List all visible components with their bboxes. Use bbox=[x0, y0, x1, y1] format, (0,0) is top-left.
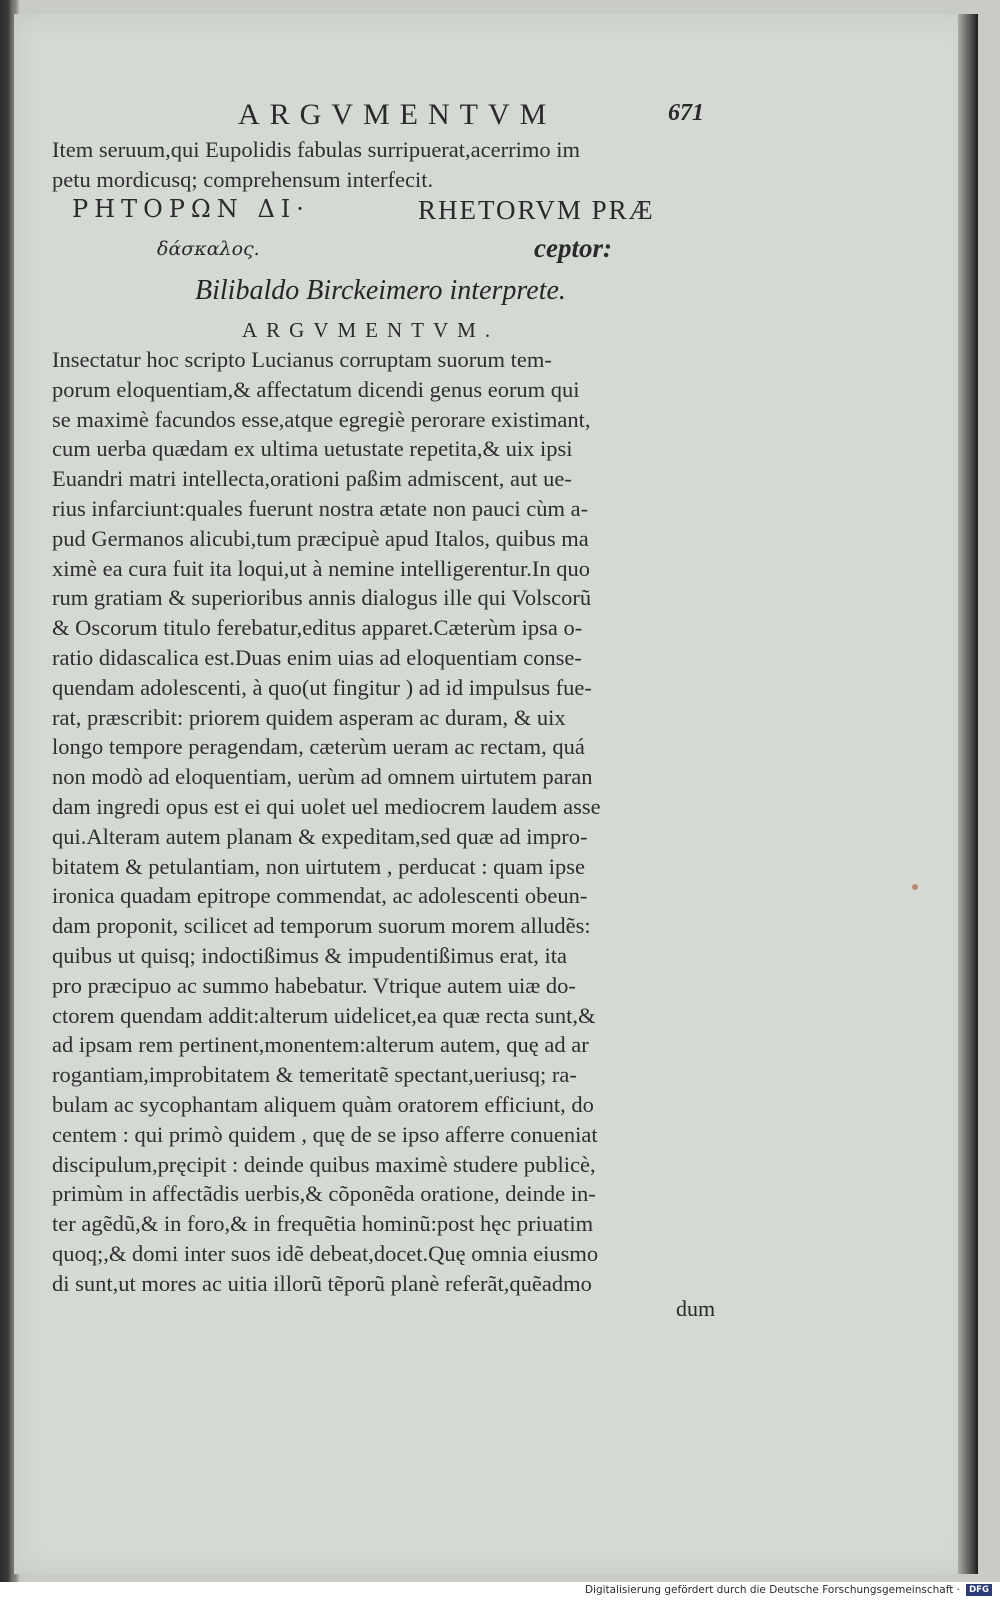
text-line: dam ingredi opus est ei qui uolet uel mediocrem laudem asse bbox=[52, 793, 601, 819]
text-line: Item seruum,qui Eupolidis fabulas surripuerat,acerrimo im bbox=[52, 137, 580, 162]
text-line: ximè ea cura fuit ita loqui,ut à nemine intelligerentur.In quo bbox=[52, 555, 590, 581]
text-line: rogantiam,improbitatem & temeritatẽ spectant,ueriusq; ra- bbox=[52, 1062, 577, 1088]
argument-heading: ARGVMENTVM. bbox=[242, 318, 500, 342]
running-title: ARGVMENTVM bbox=[238, 98, 557, 131]
text-line: dam proponit, scilicet ad temporum suorum morem alludẽs: bbox=[52, 913, 591, 939]
text-line: quibus ut quisq; indoctißimus & impudentißimus erat, ita bbox=[52, 942, 567, 968]
text-line: ratio didascalica est.Duas enim uias ad eloquentiam conse- bbox=[52, 644, 582, 670]
text-line: longo tempore peragendam, cæterùm ueram ac rectam, quá bbox=[52, 734, 585, 760]
latin-title: RHETORVM PRÆ bbox=[418, 195, 655, 225]
running-head bbox=[238, 98, 758, 138]
text-line: rum gratiam & superioribus annis dialogus ille qui Volscorũ bbox=[52, 585, 592, 611]
text-line: porum eloquentiam,& affectatum dicendi genus eorum qui bbox=[52, 376, 580, 402]
text-line: discipulum,pręcipit : deinde quibus maximè studere publicè, bbox=[52, 1151, 596, 1177]
text-line: pro præcipuo ac summo habebatur. Vtrique autem uiæ do- bbox=[52, 972, 576, 998]
paper-stain bbox=[912, 884, 918, 890]
text-line: ad ipsam rem pertinent,monentem:alterum autem, quę ad ar bbox=[52, 1032, 589, 1058]
dfg-logo: DFG bbox=[966, 1584, 992, 1596]
text-line: quendam adolescenti, à quo(ut fingitur ) ad id impulsus fue- bbox=[52, 674, 592, 700]
text-line: centem : qui primò quidem , quę de se ipso afferre conueniat bbox=[52, 1121, 598, 1147]
greek-title-continuation: δάσκαλος. bbox=[157, 238, 260, 260]
text-line: di sunt,ut mores ac uitia illorũ tẽporũ planè referãt,quẽadmo bbox=[52, 1270, 592, 1296]
text-line: bulam ac sycophantam aliquem quàm oratorem efficiunt, do bbox=[52, 1091, 594, 1117]
text-line: se maximè facundos esse,atque egregiè perorare existimant, bbox=[52, 406, 591, 432]
text-line: rat, præscribit: priorem quidem asperam ac duram, & uix bbox=[52, 704, 566, 730]
text-line: ctorem quendam addit:alterum uidelicet,ea quæ recta sunt,& bbox=[52, 1002, 596, 1028]
text-line: petu mordicusq; comprehensum interfecit. bbox=[52, 166, 434, 192]
work-title bbox=[72, 195, 772, 275]
latin-title-continuation: ceptor: bbox=[534, 233, 612, 263]
text-line: quoq;,& domi inter suos idẽ debeat,docet.Quę omnia eiusmo bbox=[52, 1240, 599, 1266]
text-line: ter agẽdũ,& in foro,& in frequẽtia hominũ:post hęc priuatim bbox=[52, 1211, 594, 1237]
argument-body bbox=[52, 345, 742, 1299]
text-line: primùm in affectãdis uerbis,& cõponẽda oratione, deinde in- bbox=[52, 1181, 596, 1207]
text-line: Insectatur hoc scripto Lucianus corruptam suorum tem- bbox=[52, 347, 552, 372]
text-line: non modò ad eloquentiam, uerùm ad omnem uirtutem paran bbox=[52, 764, 593, 790]
translator-line: Bilibaldo Birckeimero interprete. bbox=[195, 275, 566, 306]
text-line: ironica quadam epitrope commendat, ac adolescenti obeun- bbox=[52, 883, 588, 909]
catchword: dum bbox=[676, 1296, 716, 1321]
greek-title: ΡΗΤΟΡΩΝ ΔΙ· bbox=[72, 195, 310, 223]
text-line: rius infarciunt:quales fuerunt nostra ætate non pauci cùm a- bbox=[52, 495, 589, 521]
continuation-text bbox=[52, 135, 742, 195]
text-line: bitatem & petulantiam, non uirtutem , perducat : quam ipse bbox=[52, 853, 585, 879]
page-edge-shadow bbox=[958, 14, 978, 1574]
text-line: qui.Alteram autem planam & expeditam,sed quæ ad impro- bbox=[52, 823, 588, 849]
text-line: & Oscorum titulo ferebatur,editus apparet.Cæterùm ipsa o- bbox=[52, 615, 583, 641]
text-line: Euandri matri intellecta,orationi paßim admiscent, aut ue- bbox=[52, 466, 572, 492]
digitization-credit: Digitalisierung gefördert durch die Deutsche Forschungsgemeinschaft · bbox=[584, 1584, 960, 1596]
page-number: 671 bbox=[668, 100, 704, 126]
text-line: pud Germanos alicubi,tum præcipuè apud Italos, quibus ma bbox=[52, 525, 589, 551]
text-line: cum uerba quædam ex ultima uetustate repetita,& uix ipsi bbox=[52, 436, 573, 462]
